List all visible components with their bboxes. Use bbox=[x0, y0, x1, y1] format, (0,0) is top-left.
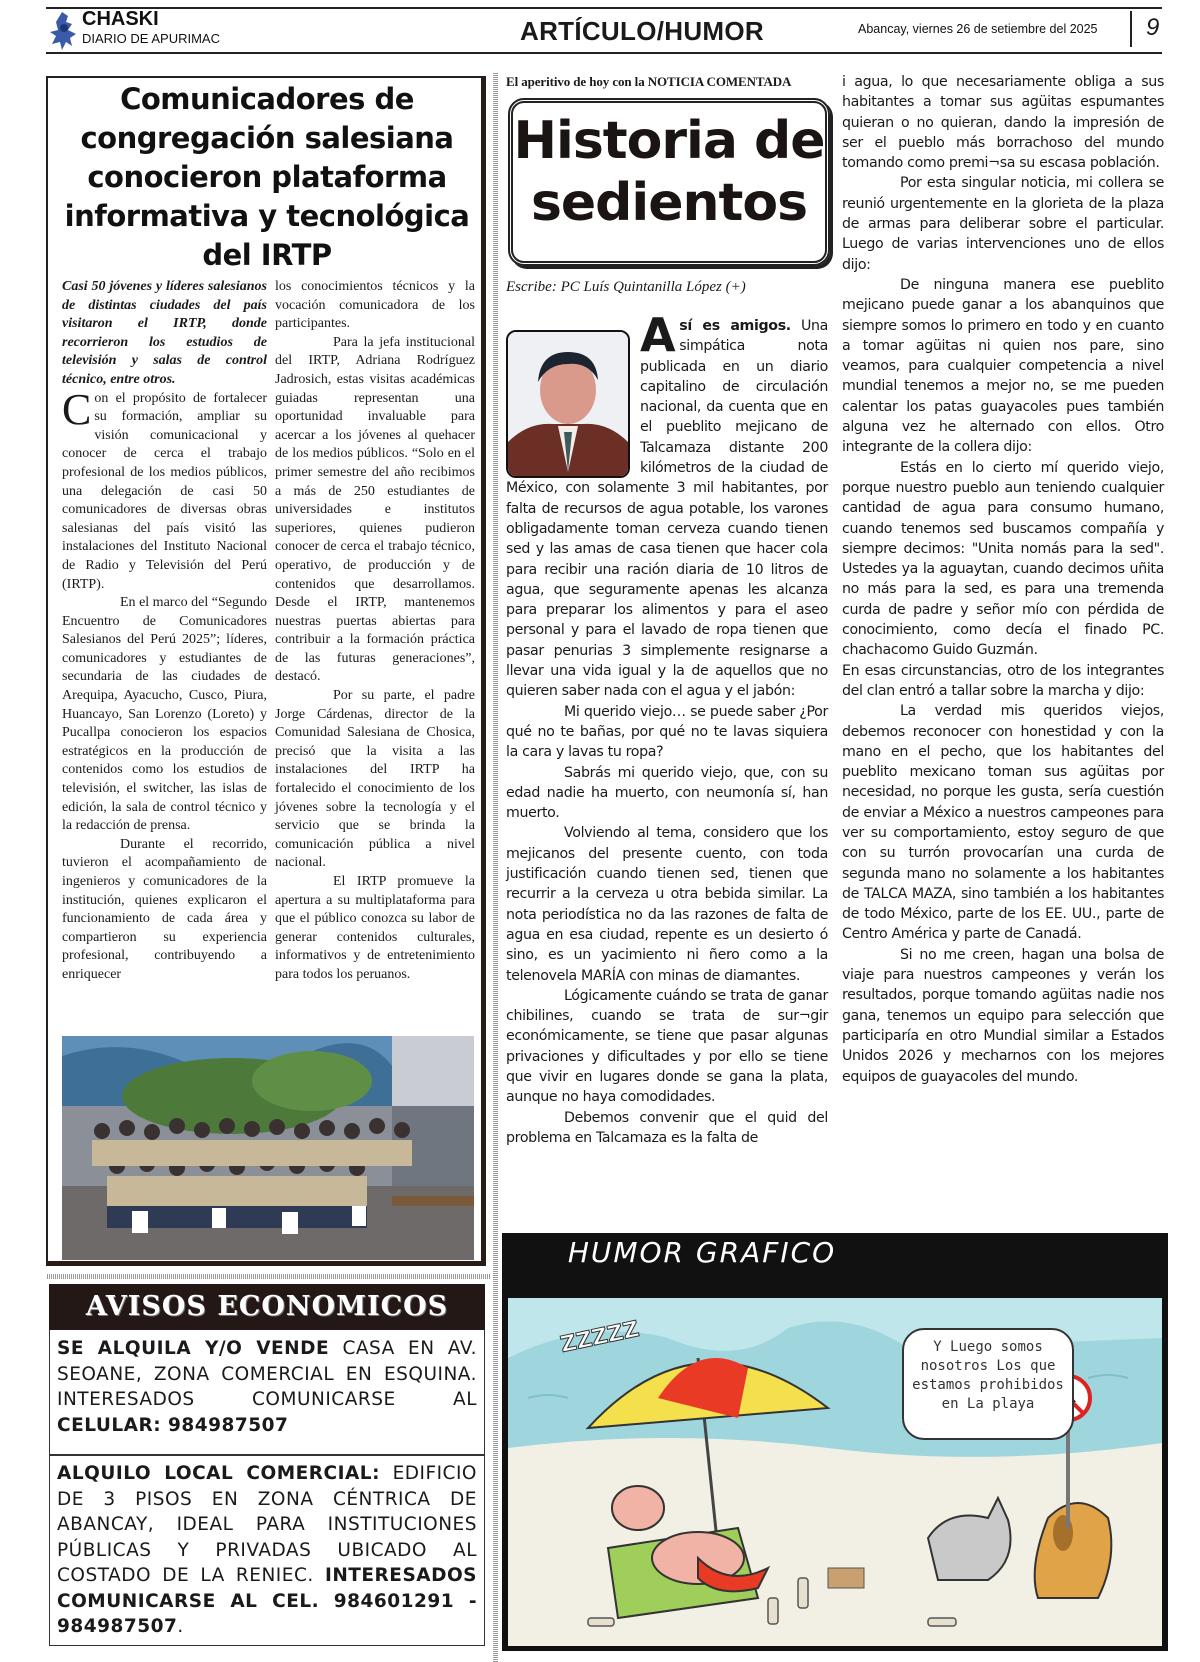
group-photo bbox=[62, 1036, 474, 1260]
page-number: 9 bbox=[1146, 14, 1160, 41]
author-portrait bbox=[506, 330, 630, 478]
column-divider bbox=[493, 72, 498, 1662]
section-title: ARTÍCULO/HUMOR bbox=[520, 16, 764, 46]
ad-phone: CELULAR: 984987507 bbox=[57, 1414, 289, 1436]
dateline: Abancay, viernes 26 de setiembre del 2025 bbox=[858, 22, 1098, 36]
header-bottom-rule bbox=[46, 52, 1162, 54]
chaski-runner-logo-icon bbox=[48, 10, 80, 52]
cartoon-section-title: HUMOR GRAFICO bbox=[567, 1236, 837, 1269]
paragraph: Sabrás mi querido viejo, que, con su edad nadie ha muerto, con neumonía sí, han muerto. bbox=[506, 764, 828, 822]
article-title: Historia de sedientos bbox=[513, 111, 825, 233]
paragraph: Por su parte, el padre Jorge Cárdenas, director de la Comunidad Salesiana de Chosica, precisó que la visita a las instalaciones del IRTP ha fortalecido el conocimiento de los jóvenes sobre la tecnología y el servicio que se brinda la comunicación pública a nivel nacional. bbox=[275, 688, 475, 871]
newspaper-subtitle: DIARIO DE APURIMAC bbox=[82, 31, 220, 46]
paragraph: En esas circunstancias, otro de los integrantes del clan entró a tallar sobre la marcha y dijo: bbox=[842, 662, 1164, 699]
sleep-zzz: ZZZZZ bbox=[558, 1316, 642, 1359]
paragraph: Lógicamente cuándo se trata de ganar chibilines, cuando se trata de sur¬gir económicamente, se tiene que pasar algunas privaciones y dificultades y por ello se tiene que vivir en lugares donde se gana la plata, aunque no haya comodidades. bbox=[506, 987, 828, 1106]
drop-cap: A bbox=[640, 308, 676, 362]
paragraph: Por esta singular noticia, mi collera se reunió urgentemente en la glorieta de la plaza de armas para deliberar sobre el particular. Luego de varias intervenciones uno de ellos dijo: bbox=[842, 175, 1164, 273]
paragraph: Con el propósito de fortalecer su formación, ampliar su visión comunicacional y conocer de cerca el trabajo profesional de los medios públicos, una delegación de casi 50 comunicadores de diversas obras salesianas del país visitó las instalaciones del Instituto Nacional de Radio y Televisión del Perú (IRTP). bbox=[62, 384, 267, 592]
article-byline: Escribe: PC Luís Quintanilla López (+) bbox=[506, 279, 746, 295]
header-top-rule bbox=[46, 7, 1162, 9]
section-divider bbox=[46, 1274, 490, 1279]
paragraph: De ninguna manera ese pueblito mejicano puede ganar a los abanquinos que siempre somos lo primero en todo y en cuanto a tomar agüitas ni quien nos pare, sino veamos, para cualquier competencia a nivel mundial tenemos a mejor no, se me pueden calentar los patas guayacoles pues también alguna vez he alternado con ellos. Otro integrante de la collera dijo: bbox=[842, 276, 1164, 456]
paragraph: La verdad mis queridos viejos, debemos reconocer con honestidad y con la mano en el pecho, que los habitantes del pueblito mexicano toman sus agüitas por necesidad, no porque les gusta, sería cuestión de enviar a México a nuestros campeones para ver su comportamiento, estoy seguro de que con su turrón provocarían una curda de segunda mano no solamente a los habitantes de TALCA MAZA, sino también a los habitantes de todo México, parte de los EE. UU., parte de Centro América y parte de Canadá. bbox=[842, 703, 1164, 943]
lead-bold: sí es amigos. bbox=[679, 318, 791, 334]
paragraph: los conocimientos técnicos y la vocación comunicadora de los participantes. bbox=[275, 279, 475, 332]
left-article-column-2 bbox=[275, 278, 475, 985]
paragraph: Si no me creen, hagan una bolsa de viaje para nuestros campeones y verán los resultados, porque tomando agüitas nadie nos gana, tenemos un equipo para selección que participaría en otro Mundial similar a Estados Unidos 2026 y mecharnos con los mejores equipos de guayacoles del mundo. bbox=[842, 946, 1164, 1085]
paragraph: En el marco del “Segundo Encuentro de Comunicadores Salesianos del Perú 2025”; líderes, comunicadores y estudiantes de secundaria de las ciudades de Arequipa, Ayacucho, Cusco, Piura, Huancayo, San Lorenzo (Loreto) y Pucallpa conocieron los espacios estratégicos en la producción de contenidos como los estudios de televisión, el switcher, las islas de edición, la sala de control técnico y la redacción de prensa. bbox=[62, 595, 267, 834]
paragraph: El IRTP promueve la apertura a su multiplataforma para que el público conozca su labor de generar contenidos culturales, informativos y de entretenimiento para todos los peruanos. bbox=[275, 874, 475, 982]
classified-ad: SE ALQUILA Y/O VENDE CASA EN AV. SEOANE, ZONA COMERCIAL EN ESQUINA. INTERESADOS COMUNICARSE AL CELULAR: 984987507 bbox=[57, 1338, 477, 1436]
newspaper-brand: CHASKI bbox=[82, 8, 159, 30]
paragraph: Durante el recorrido, tuvieron el acompañamiento de ingenieros y comunicadores de la institución, quienes explicaron el funcionamiento de cada área y compartieron su experiencia profesional, contribuyendo a enriquecer bbox=[62, 836, 267, 982]
left-article-title: Comunicadores de congregación salesiana conocieron plataforma informativa y tecnológica del IRTP bbox=[64, 82, 470, 272]
classified-ad: ALQUILO LOCAL COMERCIAL: EDIFICIO DE 3 PISOS EN ZONA CÉNTRICA DE ABANCAY, IDEAL PARA INSTITUCIONES PÚBLICAS Y PRIVADAS UBICADO AL COSTADO DE LA RENIEC. INTERESADOS COMUNICARSE AL CEL. 984601291 - 984987507. bbox=[57, 1463, 477, 1637]
header-separator bbox=[1130, 11, 1132, 47]
speech-bubble: Y Luego somos nosotros Los que estamos prohibidos en La playa bbox=[902, 1328, 1074, 1440]
paragraph: Estás en lo cierto mí querido viejo, porque nuestro pueblo aun teniendo cualquier cantidad de agua para consumo humano, cuando tenemos sed buscamos compañía y siempre decimos: "Unita nomás para la sed". Ustedes ya la aguaytan, cuando decimos uñita no más para la sed, es para una tremenda curda de padre y señor mío con pérdida de conocimiento, como decía el finado PC. chachacomo Guido Guzmán. bbox=[842, 459, 1164, 659]
ad-phone: INTERESADOS COMUNICARSE AL CEL. 984601291 - 984987507 bbox=[57, 1565, 477, 1637]
paragraph: Debemos convenir que el quid del problema en Talcamaza es la falta de bbox=[506, 1109, 828, 1146]
article-kicker: El aperitivo de hoy con la NOTICIA COMENTADA bbox=[506, 74, 792, 89]
left-article-column-1 bbox=[62, 278, 267, 985]
classified-separator bbox=[49, 1454, 485, 1456]
drop-cap: C bbox=[62, 384, 92, 434]
paragraph: Volviendo al tema, considero que los mejicanos del presente cuento, con toda justificación cuando tienen sed, tienen que recurrir a la cerveza u otra bebida similar. La nota periodística no da las razones de falta de agua en esa ciudad, repente es un desierto ó sino, es un yacimiento ni ñero como a la telenovela MARÍA con minas de diamantes. bbox=[506, 825, 828, 984]
paragraph: Para la jefa institucional del IRTP, Adriana Rodríguez Jadrosich, estas visitas académicas guiadas representan una oportunidad invaluable para acercar a los jóvenes al quehacer de los medios públicos. “Solo en el primer semestre del año recibimos a más de 250 estudiantes de universidades e institutos superiores, quienes pudieron conocer de cerca el trabajo técnico, operativo, de producción y de contenidos que desarrollamos. Desde el IRTP, mantenemos nuestras puertas abiertas para contribuir a la formación práctica de las futuras generaciones”, destacó. bbox=[275, 334, 475, 685]
paragraph: Así es amigos. Una simpática nota publicada en un diario capitalino de circulación nacional, da cuenta que en el pueblito mejicano de Talcamaza distante 200 kilómetros de la ciudad de México, con solamente 3 mil habitantes, por falta de recursos de agua potable, los varones obligadamente toman cerveza cuando tienen sed y las amas de casa tienen que hacer cola para recibir una ración diaria de 10 litros de agua, que seguramente apenas les alcanza para preparar los alimentos y para el aseo personal y para el lavado de ropa tienen que pasar penurias 3 simplemente resignarse a llevar una vida igual y la de aquellos que no quieren saber nada con el agua y el jabón: bbox=[506, 308, 828, 700]
left-article-lede: Casi 50 jóvenes y líderes salesianos de distintas ciudades del país visitaron el IRTP, donde recorrieron los estudios de televisión y salas de control técnico, entre otros. bbox=[62, 279, 267, 387]
paragraph: i agua, lo que necesariamente obliga a sus habitantes a tomar sus agüitas espumantes quieran o no quieran, dando la impresión de ser el pueblo más borrachoso del mundo tomando como premi¬sa su escasa población. bbox=[842, 74, 1164, 172]
middle-article-column-2 bbox=[842, 72, 1164, 1087]
classifieds-header: AVISOS ECONOMICOS bbox=[49, 1284, 485, 1330]
paragraph: Mi querido viejo… se puede saber ¿Por qué no te bañas, por qué no te lavas siquiera la cara y lavas tu ropa? bbox=[506, 703, 828, 761]
